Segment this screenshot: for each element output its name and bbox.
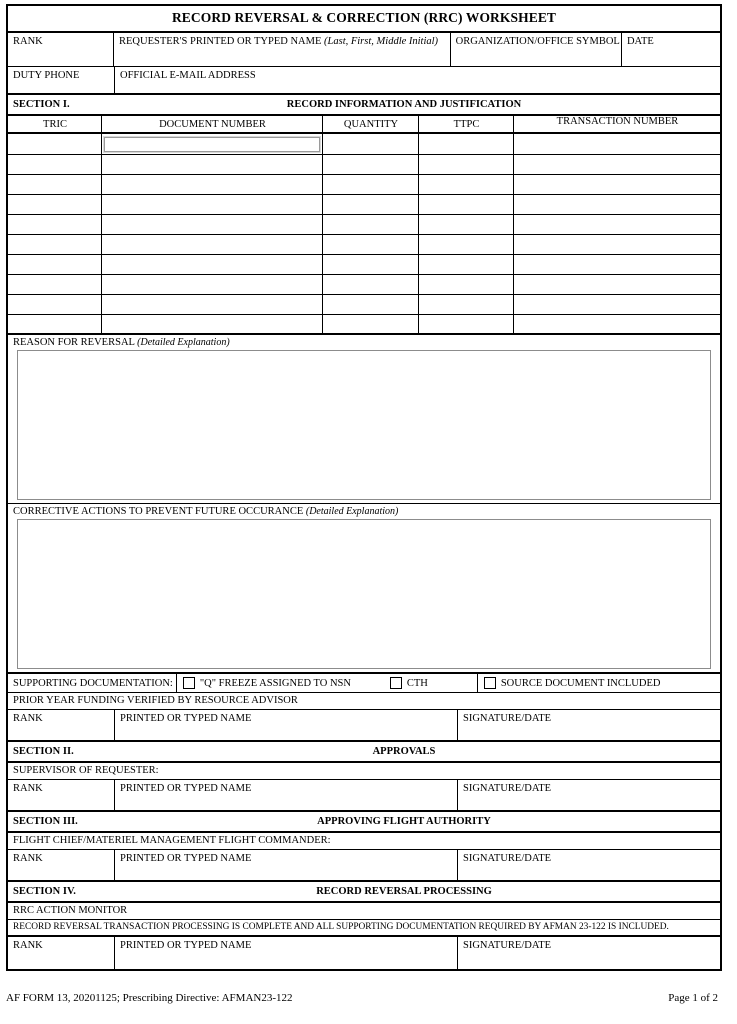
cell-transaction-number[interactable] [514, 235, 720, 254]
rank-label: RANK [13, 853, 43, 864]
cell-transaction-number[interactable] [514, 255, 720, 274]
af-form-13 [6, 4, 722, 971]
cell-ttpc[interactable] [419, 195, 514, 214]
cell-quantity[interactable] [323, 295, 419, 314]
cell-ttpc[interactable] [419, 295, 514, 314]
form-identifier: AF FORM 13, 20201125; Prescribing Directive: AFMAN23-122 [6, 992, 293, 1004]
cell-ttpc[interactable] [419, 175, 514, 194]
checkbox-label-cth: CTH [406, 677, 428, 689]
signature-row-flight-chief [8, 850, 720, 882]
supervisor-of-requester-row: SUPERVISOR OF REQUESTER: [8, 763, 720, 780]
cell-tric[interactable] [8, 255, 102, 274]
cell-ttpc[interactable] [419, 215, 514, 234]
name-field-supervisor[interactable] [115, 780, 458, 810]
cell-ttpc[interactable] [419, 275, 514, 294]
cell-transaction-number[interactable] [514, 195, 720, 214]
table-row [8, 295, 720, 315]
reason-for-reversal-textarea[interactable] [17, 350, 711, 500]
rank-label: RANK [13, 783, 43, 794]
checkbox-label-q-freeze: "Q" FREEZE ASSIGNED TO NSN [199, 677, 351, 689]
cell-document-number[interactable] [102, 175, 323, 194]
rank-field-supervisor[interactable] [8, 780, 115, 810]
cell-document-number[interactable] [102, 255, 323, 274]
cell-document-number[interactable] [102, 275, 323, 294]
cell-quantity[interactable] [323, 235, 419, 254]
requester-name-field[interactable] [114, 33, 451, 66]
column-header-document-number: DOCUMENT NUMBER [102, 116, 323, 132]
page-footer [6, 992, 722, 1004]
column-header-transaction-number: TRANSACTION NUMBER [556, 116, 679, 127]
corrective-actions-textarea[interactable] [17, 519, 711, 669]
reason-for-reversal-block [8, 335, 720, 504]
signature-field-rrc-monitor[interactable] [458, 937, 720, 969]
org-symbol-field[interactable] [451, 33, 622, 66]
email-label: OFFICIAL E-MAIL ADDRESS [120, 70, 256, 81]
name-field-flight-chief[interactable] [115, 850, 458, 880]
cell-transaction-number[interactable] [514, 215, 720, 234]
table-row [8, 195, 720, 215]
table-row [8, 275, 720, 295]
date-label: DATE [626, 36, 654, 47]
corrective-actions-label [8, 504, 720, 519]
cell-tric[interactable] [8, 175, 102, 194]
cell-tric[interactable] [8, 295, 102, 314]
checkbox-icon-cth[interactable] [390, 677, 402, 689]
reason-label-hint: (Detailed Explanation) [137, 337, 230, 348]
cell-tric[interactable] [8, 134, 102, 154]
section-4-name: RECORD REVERSAL PROCESSING [316, 886, 492, 897]
cell-document-number[interactable] [102, 295, 323, 314]
section-2-number: SECTION II. [13, 746, 74, 757]
column-header-tric: TRIC [8, 116, 102, 132]
signature-label: SIGNATURE/DATE [463, 713, 552, 724]
form-title: RECORD REVERSAL & CORRECTION (RRC) WORKSHEET [8, 6, 720, 33]
cell-ttpc[interactable] [419, 155, 514, 174]
cell-transaction-number[interactable] [514, 155, 720, 174]
cell-tric[interactable] [8, 315, 102, 333]
cell-quantity[interactable] [323, 195, 419, 214]
checkbox-cth[interactable] [384, 674, 478, 692]
cell-transaction-number[interactable] [514, 175, 720, 194]
checkbox-source-document[interactable] [478, 674, 720, 692]
name-label: PRINTED OR TYPED NAME [120, 713, 252, 724]
name-label: PRINTED OR TYPED NAME [120, 940, 252, 951]
email-field[interactable] [115, 67, 720, 93]
signature-field-resource-advisor[interactable] [458, 710, 720, 740]
section-3-header [8, 812, 720, 833]
section-1-header [8, 95, 720, 116]
section-4-number: SECTION IV. [13, 886, 76, 897]
section-2-header [8, 742, 720, 763]
checkbox-q-freeze[interactable] [177, 674, 384, 692]
reason-label-text: REASON FOR REVERSAL [13, 337, 135, 348]
completion-statement-row: RECORD REVERSAL TRANSACTION PROCESSING IS COMPLETE AND ALL SUPPORTING DOCUMENTATION REQUIRED BY AFMAN 23-122 IS INCLUDED. [8, 920, 720, 937]
table-row [8, 215, 720, 235]
cell-ttpc[interactable] [419, 255, 514, 274]
signature-row-rrc-monitor [8, 937, 720, 969]
cell-tric[interactable] [8, 275, 102, 294]
table-row [8, 315, 720, 335]
rrc-action-monitor-row: RRC ACTION MONITOR [8, 903, 720, 920]
table-row [8, 235, 720, 255]
supporting-documentation-row [8, 674, 720, 693]
rank-label: RANK [13, 713, 43, 724]
signature-row-resource-advisor [8, 710, 720, 742]
cell-document-number[interactable] [102, 195, 323, 214]
signature-field-supervisor[interactable] [458, 780, 720, 810]
identification-row-2 [8, 67, 720, 95]
rank-field-rrc-monitor[interactable] [8, 937, 115, 969]
cell-quantity[interactable] [323, 134, 419, 154]
page-number: Page 1 of 2 [668, 992, 718, 1004]
name-field-resource-advisor[interactable] [115, 710, 458, 740]
table-row [8, 155, 720, 175]
table-row [8, 255, 720, 275]
column-header-ttpc: TTPC [419, 116, 514, 132]
prior-year-funding-row: PRIOR YEAR FUNDING VERIFIED BY RESOURCE ADVISOR [8, 693, 720, 710]
cell-document-number[interactable] [102, 215, 323, 234]
identification-row-1 [8, 33, 720, 67]
corrective-actions-block [8, 504, 720, 674]
record-table-header [8, 116, 720, 134]
rank-label: RANK [13, 36, 43, 47]
signature-label: SIGNATURE/DATE [463, 940, 552, 951]
cell-quantity[interactable] [323, 215, 419, 234]
rank-label: RANK [13, 940, 43, 951]
signature-row-supervisor [8, 780, 720, 812]
org-symbol-label: ORGANIZATION/OFFICE SYMBOL [455, 36, 620, 47]
date-field[interactable] [622, 33, 720, 66]
checkbox-icon-q-freeze[interactable] [183, 677, 195, 689]
signature-label: SIGNATURE/DATE [463, 853, 552, 864]
rank-field[interactable] [8, 33, 114, 66]
reason-for-reversal-label [8, 335, 720, 350]
supporting-documentation-label: SUPPORTING DOCUMENTATION: [8, 674, 177, 692]
requester-name-hint: (Last, First, Middle Initial) [324, 36, 439, 47]
corrective-label-text: CORRECTIVE ACTIONS TO PREVENT FUTURE OCCURANCE [13, 506, 304, 517]
name-label: PRINTED OR TYPED NAME [120, 853, 252, 864]
cell-quantity[interactable] [323, 255, 419, 274]
table-row [8, 134, 720, 155]
section-2-name: APPROVALS [372, 746, 436, 757]
checkbox-icon-source-document[interactable] [484, 677, 496, 689]
duty-phone-field[interactable] [8, 67, 115, 93]
checkbox-label-source-document: SOURCE DOCUMENT INCLUDED [500, 677, 661, 689]
record-table-body [8, 134, 720, 335]
cell-ttpc[interactable] [419, 134, 514, 154]
cell-tric[interactable] [8, 235, 102, 254]
document-number-input[interactable] [104, 137, 320, 152]
cell-transaction-number[interactable] [514, 315, 720, 333]
cell-transaction-number[interactable] [514, 134, 720, 154]
table-row [8, 175, 720, 195]
cell-document-number[interactable] [102, 235, 323, 254]
flight-chief-row: FLIGHT CHIEF/MATERIEL MANAGEMENT FLIGHT COMMANDER: [8, 833, 720, 850]
section-1-number: SECTION I. [13, 99, 70, 110]
column-header-quantity: QUANTITY [323, 116, 419, 132]
cell-document-number[interactable] [102, 155, 323, 174]
cell-quantity[interactable] [323, 175, 419, 194]
cell-quantity[interactable] [323, 155, 419, 174]
requester-name-label: REQUESTER'S PRINTED OR TYPED NAME [119, 36, 322, 47]
active-input-wrapper [102, 134, 322, 154]
cell-tric[interactable] [8, 195, 102, 214]
cell-document-number[interactable] [102, 315, 323, 333]
cell-quantity[interactable] [323, 275, 419, 294]
name-field-rrc-monitor[interactable] [115, 937, 458, 969]
cell-transaction-number[interactable] [514, 275, 720, 294]
cell-ttpc[interactable] [419, 235, 514, 254]
signature-field-flight-chief[interactable] [458, 850, 720, 880]
section-3-number: SECTION III. [13, 816, 78, 827]
cell-ttpc[interactable] [419, 315, 514, 333]
rank-field-resource-advisor[interactable] [8, 710, 115, 740]
rank-field-flight-chief[interactable] [8, 850, 115, 880]
duty-phone-label: DUTY PHONE [13, 70, 80, 81]
corrective-label-hint: (Detailed Explanation) [305, 506, 399, 517]
signature-label: SIGNATURE/DATE [463, 783, 552, 794]
cell-document-number[interactable] [102, 134, 323, 154]
section-1-name: RECORD INFORMATION AND JUSTIFICATION [286, 99, 522, 110]
section-4-header [8, 882, 720, 903]
cell-tric[interactable] [8, 215, 102, 234]
name-label: PRINTED OR TYPED NAME [120, 783, 252, 794]
cell-quantity[interactable] [323, 315, 419, 333]
section-3-name: APPROVING FLIGHT AUTHORITY [317, 816, 491, 827]
cell-tric[interactable] [8, 155, 102, 174]
cell-transaction-number[interactable] [514, 295, 720, 314]
